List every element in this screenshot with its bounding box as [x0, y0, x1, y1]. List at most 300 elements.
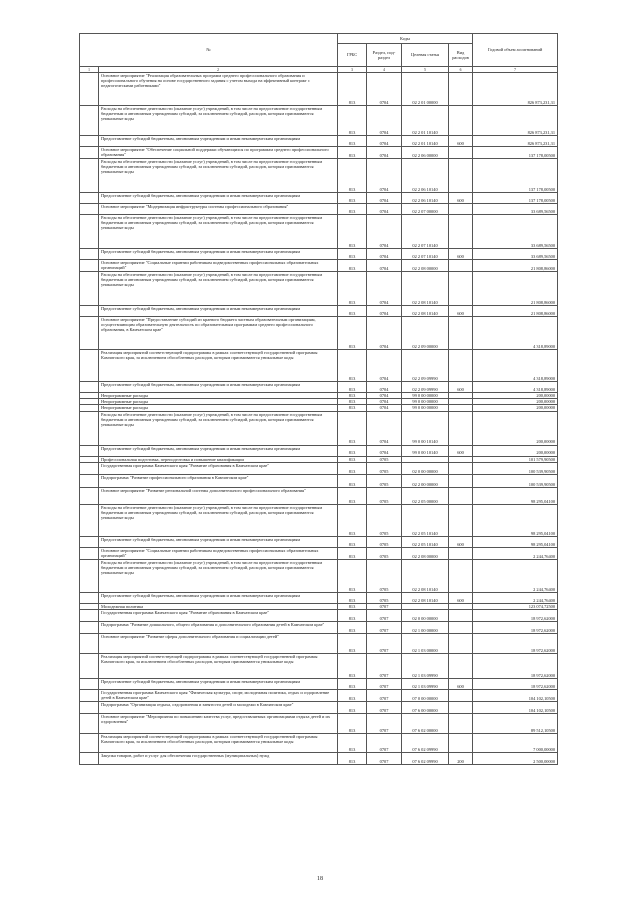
amount-cell: 200,00000 — [473, 411, 558, 445]
amount-cell: 4 318,89000 — [473, 317, 558, 350]
amount-cell: 98 295,04100 — [473, 536, 558, 547]
expense-name-cell: Расходы на обеспечение деятельности (оказание услуг) учреждений, в том числе на предоставление государственным бюджетным и автономным учреждениям субсидий, за исключением субсидий, расходов, которым присваиваются уникальные коды — [99, 159, 338, 193]
amount-cell: 137 178,00500 — [473, 147, 558, 159]
expense-name-cell: Основное мероприятие "Мероприятия по повышению качества услуг, предоставляемых организациями отдыха детей и их оздоровления" — [99, 714, 338, 734]
section-cell: 0705 — [367, 474, 402, 487]
target-article-cell: 02 2 07 00000 — [402, 204, 449, 215]
table-row — [80, 559, 558, 592]
target-article-cell: 02 2 08 00000 — [402, 547, 449, 559]
expense-type-cell — [449, 462, 473, 474]
target-article-cell: 99 0 00 10140 — [402, 445, 449, 456]
table-row — [80, 536, 558, 547]
column-number: 1 — [80, 67, 99, 73]
row-number-cell — [80, 753, 99, 765]
annual-amount-header: Годовой объем ассигнований — [473, 34, 558, 67]
grbs-cell: 813 — [338, 306, 367, 317]
row-number-cell — [80, 260, 99, 272]
expense-name-cell: Предоставление субсидий бюджетным, автономным учреждениям и иным некоммерческим организациям — [99, 306, 338, 317]
row-number-cell — [80, 634, 99, 654]
expense-name-cell: Предоставление субсидий бюджетным, автономным учреждениям и иным некоммерческим организациям — [99, 536, 338, 547]
expense-name-cell: Закупка товаров, работ и услуг для обеспечения государственных (муниципальных) нужд — [99, 753, 338, 765]
expense-name-cell: Профессиональная подготовка, переподготовка и повышение квалификации — [99, 456, 338, 462]
table-row — [80, 690, 558, 702]
amount-cell: 21 808,86000 — [473, 272, 558, 306]
section-cell: 0704 — [367, 350, 402, 382]
column-number: 3 — [338, 67, 367, 73]
row-number-cell — [80, 272, 99, 306]
section-cell: 0704 — [367, 272, 402, 306]
amount-cell: 18 972,62000 — [473, 622, 558, 634]
target-article-cell: 07 6 02 09990 — [402, 753, 449, 765]
grbs-cell: 813 — [338, 399, 367, 405]
section-cell: 0707 — [367, 690, 402, 702]
section-cell: 0705 — [367, 504, 402, 536]
expense-name-cell: Расходы на обеспечение деятельности (оказание услуг) учреждений, в том числе на предоставление государственным бюджетным и автономным учреждениям субсидий, за исключением субсидий, расходов, которым присваиваются уникальные коды — [99, 504, 338, 536]
target-article-cell: 02 1 00 00000 — [402, 622, 449, 634]
expense-type-cell — [449, 690, 473, 702]
grbs-cell: 813 — [338, 474, 367, 487]
target-article-cell: 02 2 06 00000 — [402, 147, 449, 159]
row-number-cell — [80, 317, 99, 350]
expense-name-cell: Подпрограмма "Развитие профессионального образования в Камчатском крае" — [99, 474, 338, 487]
section-cell: 0707 — [367, 753, 402, 765]
grbs-cell: 813 — [338, 405, 367, 411]
amount-cell: 18 972,62000 — [473, 679, 558, 690]
amount-cell: 18 972,62000 — [473, 654, 558, 679]
section-cell: 0704 — [367, 317, 402, 350]
amount-cell: 104 102,10500 — [473, 690, 558, 702]
grbs-cell: 813 — [338, 536, 367, 547]
target-article-cell: 02 2 08 00000 — [402, 260, 449, 272]
table-row — [80, 547, 558, 559]
expense-type-cell — [449, 504, 473, 536]
expense-name-cell: Непрограммные расходы — [99, 399, 338, 405]
grbs-cell: 813 — [338, 73, 367, 106]
expense-name-cell: Государственная программа Камчатского края "Развитие образования в Камчатском крае" — [99, 610, 338, 622]
section-cell: 0704 — [367, 147, 402, 159]
amount-cell: 21 808,86000 — [473, 306, 558, 317]
table-body — [80, 73, 558, 765]
table-row — [80, 147, 558, 159]
grbs-cell: 813 — [338, 382, 367, 393]
expense-type-cell — [449, 559, 473, 592]
expense-type-cell — [449, 159, 473, 193]
row-number-cell — [80, 159, 99, 193]
section-cell: 0704 — [367, 260, 402, 272]
amount-cell: 21 808,86000 — [473, 260, 558, 272]
table-row — [80, 610, 558, 622]
target-article-cell: 02 1 03 09990 — [402, 679, 449, 690]
grbs-cell: 813 — [338, 249, 367, 260]
section-cell: 0704 — [367, 249, 402, 260]
grbs-cell: 813 — [338, 411, 367, 445]
section-cell: 0707 — [367, 734, 402, 753]
table-row — [80, 272, 558, 306]
expense-name-cell: Расходы на обеспечение деятельности (оказание услуг) учреждений, в том числе на предоставление государственным бюджетным и автономным учреждениям субсидий, за исключением субсидий, расходов, которым присваиваются уникальные коды — [99, 411, 338, 445]
amount-cell: 100 539,90500 — [473, 474, 558, 487]
section-cell: 0707 — [367, 654, 402, 679]
expense-type-cell — [449, 204, 473, 215]
expense-name-cell: Государственная программа Камчатского края "Физическая культура, спорт, молодежная политика, отдых и оздоровление детей в Камчатском крае" — [99, 690, 338, 702]
target-article-cell: 02 2 01 10140 — [402, 106, 449, 136]
section-cell: 0705 — [367, 592, 402, 603]
grbs-cell: 813 — [338, 260, 367, 272]
expense-type-cell: 600 — [449, 136, 473, 147]
amount-cell: 200,00000 — [473, 399, 558, 405]
expense-name-cell: Подпрограмма "Развитие дошкольного, общего образования и дополнительного образования детей в Камчатском крае" — [99, 622, 338, 634]
table-row — [80, 306, 558, 317]
expense-name-cell: Подпрограмма "Организация отдыха, оздоровления и занятости детей и молодежи в Камчатском крае" — [99, 702, 338, 714]
expense-name-cell: Расходы на обеспечение деятельности (оказание услуг) учреждений, в том числе на предоставление государственным бюджетным и автономным учреждениям субсидий, за исключением субсидий, расходов, которым присваиваются уникальные коды — [99, 106, 338, 136]
amount-cell: 101 579,90500 — [473, 456, 558, 462]
expense-type-cell: 600 — [449, 445, 473, 456]
section-cell: 0705 — [367, 547, 402, 559]
table-row — [80, 634, 558, 654]
table-row — [80, 504, 558, 536]
grbs-cell: 813 — [338, 547, 367, 559]
expense-name-cell: Основное мероприятие "Развитие сферы дополнительного образования и социализации детей" — [99, 634, 338, 654]
grbs-header: ГРБС — [338, 44, 367, 67]
amount-cell: 98 295,04100 — [473, 504, 558, 536]
section-cell: 0707 — [367, 714, 402, 734]
table-row — [80, 714, 558, 734]
target-article-cell: 07 0 00 00000 — [402, 690, 449, 702]
expense-name-cell: Государственная программа Камчатского края "Развитие образования в Камчатском крае" — [99, 462, 338, 474]
row-number-cell — [80, 147, 99, 159]
expense-name-cell: Непрограммные расходы — [99, 393, 338, 399]
table-row — [80, 474, 558, 487]
row-number-cell — [80, 622, 99, 634]
target-article-cell: 02 2 06 10140 — [402, 159, 449, 193]
expense-type-cell — [449, 411, 473, 445]
expense-type-cell — [449, 634, 473, 654]
grbs-cell: 813 — [338, 702, 367, 714]
section-cell: 0704 — [367, 159, 402, 193]
amount-cell: 200,00000 — [473, 393, 558, 399]
expense-name-cell: Основное мероприятие "Развитие региональной системы дополнительного профессионального образования" — [99, 487, 338, 504]
expense-type-cell — [449, 73, 473, 106]
row-number-cell — [80, 679, 99, 690]
row-number-cell — [80, 136, 99, 147]
expense-type-cell — [449, 215, 473, 249]
table-row — [80, 249, 558, 260]
amount-cell: 7 000,00000 — [473, 734, 558, 753]
expense-name-cell: Предоставление субсидий бюджетным, автономным учреждениям и иным некоммерческим организациям — [99, 445, 338, 456]
table-row — [80, 260, 558, 272]
budget-document — [79, 33, 557, 765]
table-row — [80, 702, 558, 714]
grbs-cell: 813 — [338, 193, 367, 204]
grbs-cell: 813 — [338, 610, 367, 622]
grbs-cell: 813 — [338, 622, 367, 634]
grbs-cell: 813 — [338, 753, 367, 765]
section-cell: 0704 — [367, 193, 402, 204]
column-number: 7 — [473, 67, 558, 73]
grbs-cell: 813 — [338, 215, 367, 249]
table-row — [80, 136, 558, 147]
section-cell: 0705 — [367, 487, 402, 504]
row-number-cell — [80, 592, 99, 603]
section-cell: 0707 — [367, 603, 402, 609]
section-header: Раздел, под-раздел — [367, 44, 402, 67]
row-number-cell — [80, 536, 99, 547]
amount-cell: 33 689,56500 — [473, 249, 558, 260]
row-number-cell — [80, 350, 99, 382]
expense-type-cell — [449, 260, 473, 272]
table-row — [80, 204, 558, 215]
amount-cell: 18 972,62000 — [473, 634, 558, 654]
table-row — [80, 679, 558, 690]
expense-name-cell: Расходы на обеспечение деятельности (оказание услуг) учреждений, в том числе на предоставление государственным бюджетным и автономным учреждениям субсидий, за исключением субсидий, расходов, которым присваиваются уникальные коды — [99, 559, 338, 592]
expense-name-cell: Предоставление субсидий бюджетным, автономным учреждениям и иным некоммерческим организациям — [99, 679, 338, 690]
amount-cell: 100 539,90500 — [473, 462, 558, 474]
amount-cell: 33 689,56500 — [473, 204, 558, 215]
grbs-cell: 813 — [338, 317, 367, 350]
expense-type-cell — [449, 474, 473, 487]
target-article-cell: 02 0 00 00000 — [402, 462, 449, 474]
target-article-cell: 02 2 08 10140 — [402, 559, 449, 592]
page-number: 18 — [317, 876, 323, 882]
expense-name-cell: Непрограммные расходы — [99, 405, 338, 411]
amount-cell: 123 074,72500 — [473, 603, 558, 609]
amount-cell: 4 318,89000 — [473, 350, 558, 382]
target-article-cell: 02 2 06 10140 — [402, 193, 449, 204]
expense-name-cell: Основное мероприятие "Реализация образовательных программ среднего профессионального образования и профессионального обучения на основе государственного задания с учетом выхода на эффективный контракт с педагогическими работниками" — [99, 73, 338, 106]
table-row — [80, 734, 558, 753]
section-cell: 0704 — [367, 106, 402, 136]
row-number-cell — [80, 306, 99, 317]
table-row — [80, 411, 558, 445]
grbs-cell: 813 — [338, 654, 367, 679]
section-cell: 0707 — [367, 622, 402, 634]
row-number-cell — [80, 734, 99, 753]
number-column-header: № — [80, 34, 338, 67]
table-row — [80, 487, 558, 504]
table-row — [80, 445, 558, 456]
expense-name-cell: Реализация мероприятий соответствующей подпрограммы в рамках соответствующей государственной программы Камчатского края, за исключением обособленных расходов, которым присваиваются уникальные коды — [99, 734, 338, 753]
amount-cell: 137 178,00500 — [473, 193, 558, 204]
target-article-cell: 02 2 09 00000 — [402, 317, 449, 350]
expense-name-cell: Расходы на обеспечение деятельности (оказание услуг) учреждений, в том числе на предоставление государственным бюджетным и автономным учреждениям субсидий, за исключением субсидий, расходов, которым присваиваются уникальные коды — [99, 215, 338, 249]
grbs-cell: 813 — [338, 559, 367, 592]
codes-group-header: Коды — [338, 34, 473, 44]
expense-type-cell — [449, 702, 473, 714]
expense-type-cell: 600 — [449, 382, 473, 393]
table-row — [80, 193, 558, 204]
row-number-cell — [80, 382, 99, 393]
section-cell: 0704 — [367, 306, 402, 317]
expense-name-cell: Предоставление субсидий бюджетным, автономным учреждениям и иным некоммерческим организациям — [99, 193, 338, 204]
column-number: 2 — [99, 67, 338, 73]
table-row — [80, 753, 558, 765]
row-number-cell — [80, 547, 99, 559]
expense-name-cell: Реализация мероприятий соответствующей подпрограммы в рамках соответствующей государственной программы Камчатского края, за исключением обособленных расходов, которым присваиваются уникальные коды — [99, 350, 338, 382]
amount-cell: 2 244,76400 — [473, 547, 558, 559]
target-article-cell: 02 2 05 00000 — [402, 487, 449, 504]
table-row — [80, 622, 558, 634]
section-cell: 0704 — [367, 204, 402, 215]
grbs-cell: 813 — [338, 159, 367, 193]
expense-type-cell: 600 — [449, 679, 473, 690]
section-cell: 0705 — [367, 559, 402, 592]
target-article-cell: 02 2 01 00000 — [402, 73, 449, 106]
row-number-cell — [80, 714, 99, 734]
target-article-cell: 02 2 07 10140 — [402, 215, 449, 249]
row-number-cell — [80, 559, 99, 592]
expense-type-cell: 600 — [449, 536, 473, 547]
expense-name-cell: Расходы на обеспечение деятельности (оказание услуг) учреждений, в том числе на предоставление государственным бюджетным и автономным учреждениям субсидий, за исключением субсидий, расходов, которым присваиваются уникальные коды — [99, 272, 338, 306]
row-number-cell — [80, 249, 99, 260]
section-cell: 0707 — [367, 702, 402, 714]
grbs-cell: 813 — [338, 487, 367, 504]
section-cell: 0704 — [367, 399, 402, 405]
target-article-cell: 02 2 09 09990 — [402, 350, 449, 382]
section-cell: 0704 — [367, 445, 402, 456]
target-article-cell: 02 1 03 09990 — [402, 654, 449, 679]
amount-cell: 2 500,00000 — [473, 753, 558, 765]
target-article-cell: 02 2 05 10140 — [402, 536, 449, 547]
table-row — [80, 106, 558, 136]
target-article-cell: 02 2 09 09990 — [402, 382, 449, 393]
grbs-cell: 813 — [338, 393, 367, 399]
expense-type-cell: 600 — [449, 592, 473, 603]
row-number-cell — [80, 445, 99, 456]
amount-cell: 200,00000 — [473, 445, 558, 456]
expense-type-cell — [449, 106, 473, 136]
target-article-cell: 02 2 00 00000 — [402, 474, 449, 487]
target-article-cell: 02 0 00 00000 — [402, 610, 449, 622]
amount-cell: 2 244,76400 — [473, 592, 558, 603]
target-article-cell: 99 0 00 00000 — [402, 393, 449, 399]
expense-type-cell: 600 — [449, 306, 473, 317]
amount-cell: 33 689,56500 — [473, 215, 558, 249]
section-cell: 0704 — [367, 393, 402, 399]
grbs-cell: 813 — [338, 106, 367, 136]
row-number-cell — [80, 411, 99, 445]
grbs-cell: 813 — [338, 136, 367, 147]
expense-name-cell: Основное мероприятие "Социальные гарантии работникам подведомственных профессиональных образовательных организаций" — [99, 260, 338, 272]
amount-cell: 826 873,231,31 — [473, 136, 558, 147]
expense-name-cell: Предоставление субсидий бюджетным, автономным учреждениям и иным некоммерческим организациям — [99, 136, 338, 147]
expense-type-cell — [449, 317, 473, 350]
amount-cell: 104 102,10500 — [473, 702, 558, 714]
table-row — [80, 350, 558, 382]
expense-name-cell: Основное мероприятие "Обеспечение социальной поддержки обучающихся по программам среднего профессионального образования" — [99, 147, 338, 159]
header-row-top — [80, 34, 558, 44]
row-number-cell — [80, 193, 99, 204]
expense-name-cell: Предоставление субсидий бюджетным, автономным учреждениям и иным некоммерческим организациям — [99, 382, 338, 393]
table-row — [80, 159, 558, 193]
section-cell: 0707 — [367, 679, 402, 690]
grbs-cell: 813 — [338, 690, 367, 702]
section-cell: 0707 — [367, 634, 402, 654]
column-number: 6 — [449, 67, 473, 73]
expense-type-cell — [449, 734, 473, 753]
expense-type-cell — [449, 272, 473, 306]
expense-name-cell: Молодежная политика — [99, 603, 338, 609]
section-cell: 0705 — [367, 456, 402, 462]
table-row — [80, 215, 558, 249]
column-number: 5 — [402, 67, 449, 73]
row-number-cell — [80, 702, 99, 714]
row-number-cell — [80, 487, 99, 504]
grbs-cell: 813 — [338, 350, 367, 382]
amount-cell: 826 873,231,31 — [473, 73, 558, 106]
row-number-cell — [80, 73, 99, 106]
expense-type-header: Вид расходов — [449, 44, 473, 67]
expense-type-cell — [449, 350, 473, 382]
amount-cell: 4 318,89000 — [473, 382, 558, 393]
expense-type-cell: 600 — [449, 249, 473, 260]
target-article-header: Целевая статья — [402, 44, 449, 67]
amount-cell: 137 178,00500 — [473, 159, 558, 193]
amount-cell: 200,00000 — [473, 405, 558, 411]
grbs-cell: 813 — [338, 147, 367, 159]
target-article-cell: 99 0 00 00000 — [402, 399, 449, 405]
amount-cell: 89 512,10500 — [473, 714, 558, 734]
grbs-cell: 813 — [338, 462, 367, 474]
expense-name-cell: Основное мероприятие "Предоставление субсидий из краевого бюджета частным образовательным организациям, осуществляющим образовательную деятельность по образовательным программам среднего профессионального образования, в Камчатском крае" — [99, 317, 338, 350]
table-row — [80, 73, 558, 106]
table-row — [80, 382, 558, 393]
row-number-cell — [80, 690, 99, 702]
expense-type-cell — [449, 654, 473, 679]
expense-type-cell — [449, 622, 473, 634]
row-number-cell — [80, 610, 99, 622]
section-cell: 0704 — [367, 411, 402, 445]
grbs-cell: 813 — [338, 504, 367, 536]
table-row — [80, 654, 558, 679]
table-row — [80, 462, 558, 474]
expense-type-cell — [449, 487, 473, 504]
target-article-cell: 02 1 03 00000 — [402, 634, 449, 654]
row-number-cell — [80, 474, 99, 487]
grbs-cell: 813 — [338, 714, 367, 734]
target-article-cell: 02 2 08 10140 — [402, 272, 449, 306]
table-row — [80, 592, 558, 603]
row-number-cell — [80, 462, 99, 474]
expense-name-cell: Предоставление субсидий бюджетным, автономным учреждениям и иным некоммерческим организациям — [99, 249, 338, 260]
grbs-cell: 813 — [338, 445, 367, 456]
expense-type-cell: 600 — [449, 193, 473, 204]
expense-type-cell — [449, 147, 473, 159]
expense-type-cell — [449, 714, 473, 734]
expense-type-cell — [449, 547, 473, 559]
target-article-cell: 02 2 08 10140 — [402, 306, 449, 317]
target-article-cell: 02 2 07 10140 — [402, 249, 449, 260]
amount-cell: 826 873,231,31 — [473, 106, 558, 136]
amount-cell: 98 295,04100 — [473, 487, 558, 504]
section-cell: 0704 — [367, 136, 402, 147]
target-article-cell: 07 6 00 00000 — [402, 702, 449, 714]
section-cell: 0704 — [367, 73, 402, 106]
grbs-cell: 813 — [338, 734, 367, 753]
section-cell: 0704 — [367, 405, 402, 411]
amount-cell: 2 244,76400 — [473, 559, 558, 592]
target-article-cell: 07 6 02 00000 — [402, 714, 449, 734]
expense-name-cell: Реализация мероприятий соответствующей подпрограммы в рамках соответствующей государственной программы Камчатского края, за исключением обособленных расходов, которым присваиваются уникальные коды — [99, 654, 338, 679]
expense-type-cell — [449, 610, 473, 622]
grbs-cell: 813 — [338, 603, 367, 609]
budget-table — [79, 33, 558, 765]
row-number-cell — [80, 654, 99, 679]
grbs-cell: 813 — [338, 456, 367, 462]
column-number: 4 — [367, 67, 402, 73]
grbs-cell: 813 — [338, 679, 367, 690]
row-number-cell — [80, 504, 99, 536]
target-article-cell: 99 0 00 00000 — [402, 405, 449, 411]
expense-type-cell: 200 — [449, 753, 473, 765]
